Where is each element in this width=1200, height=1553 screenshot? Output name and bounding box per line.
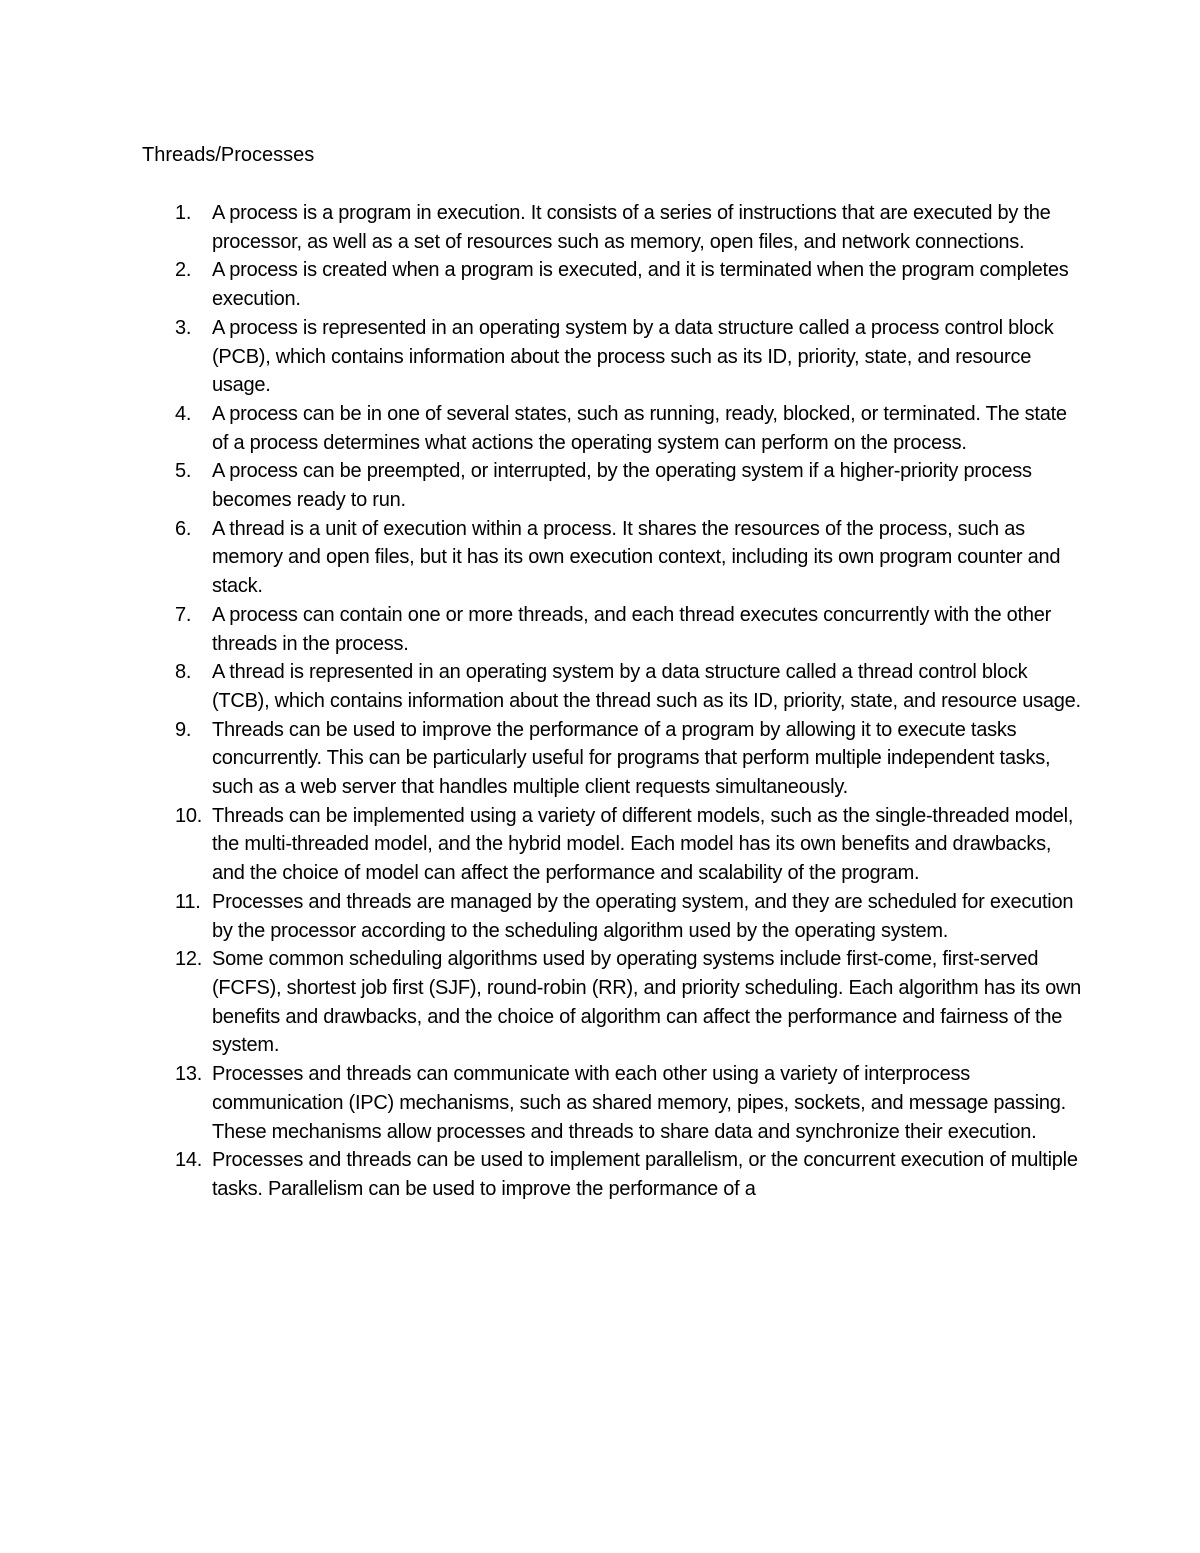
list-item-number: 12.: [175, 948, 203, 971]
list-item-text: A process can be in one of several states, such as running, ready, blocked, or terminated. The state of a process determines what actions the operating system can perform on the process.: [212, 402, 1067, 454]
list-item: [142, 945, 1082, 1060]
list-item: [142, 601, 1082, 658]
list-item: [142, 400, 1082, 457]
list-item: [142, 314, 1082, 400]
list-item: [142, 457, 1082, 514]
list-item-number: 7.: [175, 603, 192, 626]
list-item-text: Threads can be used to improve the performance of a program by allowing it to execute tasks concurrently. This can be particularly useful for programs that perform multiple independent tasks, such as a web server that handles multiple client requests simultaneously.: [212, 718, 1051, 799]
list-item-text: A process can be preempted, or interrupted, by the operating system if a higher-priority process becomes ready to run.: [212, 460, 1032, 512]
list-item-text: A thread is represented in an operating system by a data structure called a thread control block (TCB), which contains information about the thread such as its ID, priority, state, and resource usage.: [212, 661, 1081, 712]
list-item-text: A process is a program in execution. It consists of a series of instructions that are executed by the processor, as well as a set of resources such as memory, open files, and network connections.: [212, 202, 1051, 253]
page-title: Threads/Processes: [142, 144, 315, 166]
list-item-number: 6.: [175, 517, 192, 540]
list-item-number: 13.: [175, 1063, 203, 1086]
list-item: [142, 716, 1082, 802]
list-item-number: 3.: [175, 316, 192, 339]
list-item-text: Processes and threads are managed by the operating system, and they are scheduled for execution by the processor according to the scheduling algorithm used by the operating system.: [212, 890, 1074, 942]
list-item-number: 14.: [175, 1149, 203, 1172]
list-item-text: A thread is a unit of execution within a process. It shares the resources of the process, such as memory and open files, but it has its own execution context, including its own program counter and stack.: [212, 517, 1061, 598]
list-item-text: Processes and threads can be used to implement parallelism, or the concurrent execution of multiple tasks. Parallelism can be used to improve the performance of a: [212, 1149, 1078, 1200]
list-item-text: Threads can be implemented using a variety of different models, such as the single-threaded model, the multi-threaded model, and the hybrid model. Each model has its own benefits and drawbacks, and the choice of model can affect the performance and scalability of the program.: [212, 804, 1074, 885]
list-item: [142, 199, 1082, 256]
list-item: [142, 515, 1082, 601]
list-item: [142, 1060, 1082, 1146]
numbered-list: [142, 199, 1082, 1204]
list-item-text: A process is created when a program is executed, and it is terminated when the program completes execution.: [212, 259, 1069, 311]
list-item: [142, 888, 1082, 945]
list-item-number: 4.: [175, 402, 192, 425]
list-item-number: 10.: [175, 804, 203, 827]
list-item-number: 8.: [175, 661, 192, 684]
list-item: [142, 802, 1082, 888]
list-item-text: A process can contain one or more threads, and each thread executes concurrently with the other threads in the process.: [212, 603, 1051, 655]
list-item-number: 5.: [175, 460, 192, 483]
list-item-number: 11.: [175, 890, 201, 913]
list-item-number: 9.: [175, 718, 192, 741]
list-item-text: Some common scheduling algorithms used by operating systems include first-come, first-served (FCFS), shortest job first (SJF), round-robin (RR), and priority scheduling. Each algorithm has its own benefits and drawbacks, and the choice of algorithm can affect the performance and fairness of the system.: [212, 948, 1082, 1057]
list-item-number: 1.: [175, 202, 192, 224]
list-item: [142, 658, 1082, 715]
list-item-text: A process is represented in an operating system by a data structure called a process control block (PCB), which contains information about the process such as its ID, priority, state, and resource usage.: [212, 316, 1054, 397]
list-item-text: Processes and threads can communicate with each other using a variety of interprocess communication (IPC) mechanisms, such as shared memory, pipes, sockets, and message passing. These mechanisms allow processes and threads to share data and synchronize their execution.: [212, 1063, 1066, 1143]
list-item-number: 2.: [175, 259, 192, 282]
list-item: [142, 1146, 1082, 1203]
list-item: [142, 256, 1082, 313]
